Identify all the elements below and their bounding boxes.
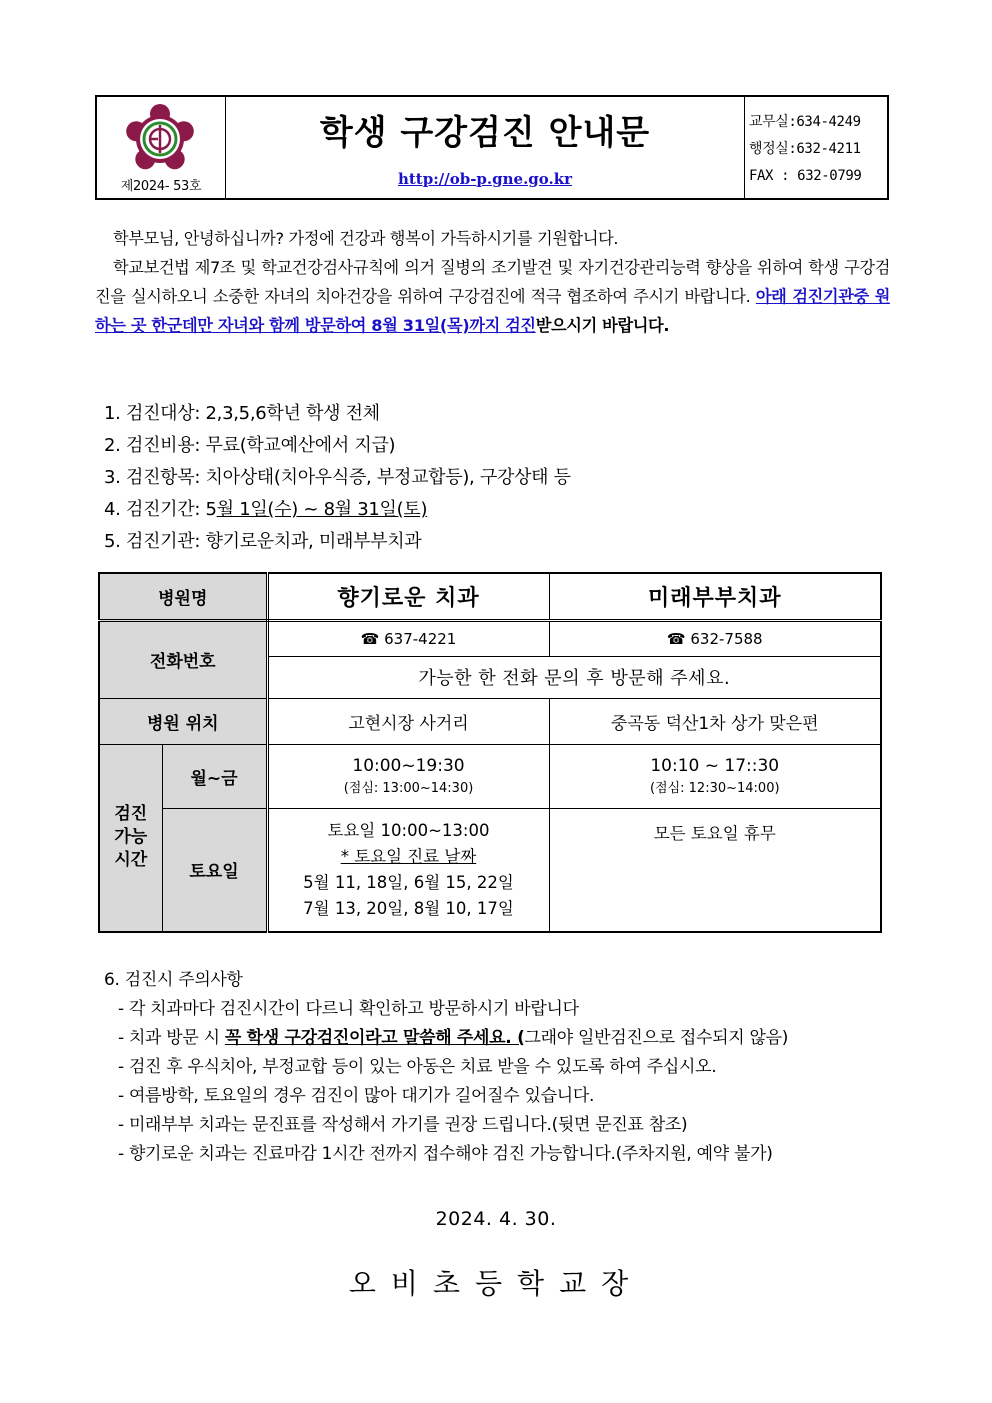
phone-note: 가능한 한 전화 문의 후 방문해 주세요. bbox=[267, 656, 881, 698]
list-item-scope: 3. 검진항목: 치아상태(치아우식증, 부정교합등), 구강상태 등 bbox=[104, 467, 571, 488]
hospital-2-phone: ☎ 632-7588 bbox=[549, 620, 881, 656]
header-phone: 전화번호 bbox=[99, 620, 267, 698]
signer-name: 오비초등학교장 bbox=[348, 1267, 644, 1300]
document-date: 2024. 4. 30. bbox=[435, 1208, 557, 1230]
document-header bbox=[95, 95, 889, 200]
purpose-text: 학교보건법 제7조 및 학교건강검사규칙에 의거 질병의 조기발견 및 자기건강관리능력 향상을 위하여 학생 구강검진을 실시하오니 소중한 자녀의 치아건강을 위하여 구강검진에 적극 협조하여 주시기 바랍니다. bbox=[95, 258, 890, 306]
visit-instruction-highlight: 아래 검진기관중 원하는 곳 한군데만 자녀와 함께 방문하여 8월 31일(목)까지 검진 bbox=[95, 287, 890, 335]
hospital-1-location: 고현시장 사거리 bbox=[267, 698, 549, 744]
caution-item-emphasis: 꼭 학생 구강검진이라고 말씀해 주세요. ( bbox=[224, 1028, 525, 1048]
purpose-ending: 받으시기 바랍니다. bbox=[535, 316, 670, 335]
header-weekday: 월~금 bbox=[162, 744, 267, 808]
contact-academic-office: 교무실:634-4249 bbox=[749, 114, 861, 130]
caution-title: 6. 검진시 주의사항 bbox=[104, 970, 243, 990]
title-cell bbox=[226, 97, 745, 198]
header-hours-line1: 검진 bbox=[114, 804, 148, 825]
period-dates: 월 1일(수) ~ 8월 31일(토) bbox=[216, 499, 428, 520]
caution-item: - 미래부부 치과는 문진표를 작성해서 가기를 권장 드립니다.(뒷면 문진표 참조) bbox=[118, 1115, 688, 1135]
saturday-dates-label-text: * 토요일 진료 날짜 bbox=[340, 846, 477, 866]
saturday-time: 토요일 10:00~13:00 bbox=[327, 820, 490, 840]
hospital-1-lunch: (점심: 13:00~14:30) bbox=[343, 781, 474, 796]
caution-item: - 여름방학, 토요일의 경우 검진이 많아 대기가 길어질수 있습니다. bbox=[118, 1086, 595, 1106]
list-item-target: 1. 검진대상: 2,3,5,6학년 학생 전체 bbox=[104, 403, 380, 424]
list-item-clinics: 5. 검진기관: 향기로운치과, 미래부부치과 bbox=[104, 531, 422, 552]
header-hospital-name: 병원명 bbox=[99, 573, 267, 620]
hospital-1-name: 향기로운 치과 bbox=[267, 573, 549, 620]
header-location: 병원 위치 bbox=[99, 698, 267, 744]
list-item-period bbox=[104, 494, 571, 526]
page-title: 학생 구강검진 안내문 bbox=[319, 113, 651, 153]
list-item-cost: 2. 검진비용: 무료(학교예산에서 지급) bbox=[104, 435, 396, 456]
contact-fax: FAX : 632-0799 bbox=[749, 168, 862, 184]
school-logo-cell bbox=[97, 97, 226, 198]
hospital-table bbox=[98, 572, 882, 933]
document-number: 제2024- 53호 bbox=[120, 179, 202, 194]
period-label: 4. 검진기간: 5 bbox=[104, 499, 217, 520]
checkup-info-list bbox=[104, 398, 571, 558]
purpose-paragraph bbox=[95, 253, 890, 340]
caution-item-suffix: 그래야 일반검진으로 접수되지 않음) bbox=[524, 1028, 789, 1048]
header-saturday: 토요일 bbox=[162, 808, 267, 932]
caution-list bbox=[104, 995, 788, 1169]
header-hours bbox=[99, 744, 162, 932]
hospital-1-phone: ☎ 637-4221 bbox=[267, 620, 549, 656]
hospital-1-weekday-time: 10:00~19:30 bbox=[352, 756, 465, 776]
saturday-dates-label bbox=[269, 844, 549, 870]
school-emblem-icon bbox=[124, 103, 196, 175]
caution-item-prefix: - 치과 방문 시 bbox=[118, 1028, 225, 1048]
hospital-2-weekday-hours bbox=[549, 744, 881, 808]
hospital-1-saturday-hours bbox=[267, 808, 549, 932]
contact-admin-office: 행정실:632-4211 bbox=[749, 141, 861, 157]
intro-text bbox=[95, 224, 890, 340]
hospital-1-weekday-hours bbox=[267, 744, 549, 808]
saturday-dates-line2: 7월 13, 20일, 8월 10, 17일 bbox=[303, 898, 514, 918]
caution-section bbox=[104, 966, 788, 1169]
hospital-2-lunch: (점심: 12:30~14:00) bbox=[649, 781, 780, 796]
header-hours-line2: 가능 bbox=[114, 827, 148, 848]
caution-item: - 검진 후 우식치아, 부정교합 등이 있는 아동은 치료 받을 수 있도록 하여 주십시오. bbox=[118, 1057, 717, 1077]
hospital-2-saturday-hours: 모든 토요일 휴무 bbox=[549, 808, 881, 932]
caution-item: - 향기로운 치과는 진료마감 1시간 전까지 접수해야 검진 가능합니다.(주차지원, 예약 불가) bbox=[118, 1144, 773, 1164]
greeting-paragraph: 학부모님, 안녕하십니까? 가정에 건강과 행복이 가득하시기를 기원합니다. bbox=[113, 229, 619, 248]
saturday-dates-line1: 5월 11, 18일, 6월 15, 22일 bbox=[303, 872, 514, 892]
contact-info bbox=[745, 97, 887, 198]
hospital-2-weekday-time: 10:10 ~ 17::30 bbox=[650, 756, 780, 776]
hospital-2-name: 미래부부치과 bbox=[549, 573, 881, 620]
header-hours-line3: 시간 bbox=[114, 850, 148, 871]
school-url-link[interactable]: http://ob-p.gne.go.kr bbox=[397, 170, 573, 188]
caution-item: - 각 치과마다 검진시간이 다르니 확인하고 방문하시기 바랍니다 bbox=[118, 999, 579, 1019]
caution-item bbox=[118, 1024, 788, 1053]
hospital-2-location: 중곡동 덕산1차 상가 맞은편 bbox=[549, 698, 881, 744]
